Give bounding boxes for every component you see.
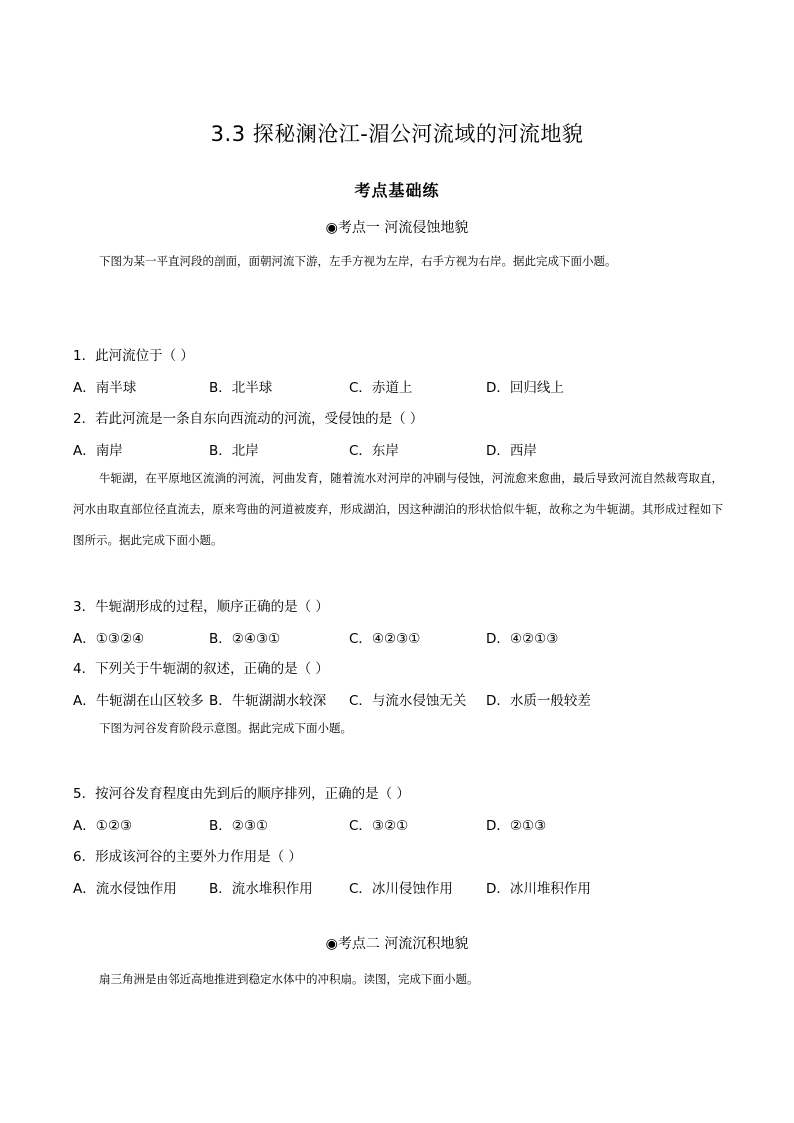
option-b[interactable]: B．牛轭湖湖水较深 bbox=[209, 693, 327, 709]
option-a[interactable]: A．①②③ bbox=[73, 818, 133, 834]
option-c[interactable]: C．④②③① bbox=[349, 631, 421, 647]
question-4-stem: 4．下列关于牛轭湖的叙述，正确的是（ ） bbox=[73, 661, 329, 677]
option-b[interactable]: B．②③① bbox=[209, 818, 269, 834]
option-d[interactable]: D．水质一般较差 bbox=[486, 693, 591, 709]
section-subtitle: 考点基础练 bbox=[354, 181, 440, 200]
question-1-stem: 1．此河流位于（ ） bbox=[73, 348, 194, 364]
document-title: 3.3 探秘澜沧江-湄公河流域的河流地貌 bbox=[210, 122, 584, 146]
option-d[interactable]: D．④②①③ bbox=[486, 631, 559, 647]
option-b[interactable]: B．北岸 bbox=[209, 443, 259, 459]
section-heading-2: ◉考点二 河流沉积地貌 bbox=[325, 936, 469, 952]
option-a[interactable]: A．南半球 bbox=[73, 380, 137, 396]
option-b[interactable]: B．②④③① bbox=[209, 631, 281, 647]
option-a[interactable]: A．流水侵蚀作用 bbox=[73, 881, 177, 897]
option-c[interactable]: C．与流水侵蚀无关 bbox=[349, 693, 467, 709]
option-c[interactable]: C．③②① bbox=[349, 818, 409, 834]
option-a[interactable]: A．牛轭湖在山区较多 bbox=[73, 693, 204, 709]
question-2-stem: 2．若此河流是一条自东向西流动的河流，受侵蚀的是（ ） bbox=[73, 411, 424, 427]
section-heading-1: ◉考点一 河流侵蚀地貌 bbox=[325, 220, 469, 236]
option-a[interactable]: A．南岸 bbox=[73, 443, 123, 459]
option-d[interactable]: D．西岸 bbox=[486, 443, 537, 459]
passage-2: 牛轭湖，在平原地区流淌的河流，河曲发育，随着流水对河岸的冲刷与侵蚀，河流愈来愈曲，最后导致河流自然裁弯取直，河水由取直部位径直流去，原来弯曲的河道被废弃，形成湖泊，因这种湖泊的形状恰似牛轭，故称之为牛轭湖。其形成过程如下图所示。据此完成下面小题。 bbox=[73, 471, 723, 547]
option-c[interactable]: C．东岸 bbox=[349, 443, 399, 459]
option-a[interactable]: A．①③②④ bbox=[73, 631, 145, 647]
question-3-stem: 3．牛轭湖形成的过程，顺序正确的是（ ） bbox=[73, 599, 329, 615]
passage-3: 下图为河谷发育阶段示意图。据此完成下面小题。 bbox=[99, 721, 352, 735]
option-c[interactable]: C．赤道上 bbox=[349, 380, 413, 396]
option-c[interactable]: C．冰川侵蚀作用 bbox=[349, 881, 453, 897]
option-d[interactable]: D．②①③ bbox=[486, 818, 547, 834]
question-5-stem: 5．按河谷发育程度由先到后的顺序排列，正确的是（ ） bbox=[73, 786, 410, 802]
passage-1: 下图为某一平直河段的剖面，面朝河流下游，左手方视为左岸，右手方视为右岸。据此完成下面小题。 bbox=[99, 254, 617, 268]
option-d[interactable]: D．回归线上 bbox=[486, 380, 564, 396]
passage-4: 扇三角洲是由邻近高地推进到稳定水体中的冲积扇。读图，完成下面小题。 bbox=[99, 972, 479, 986]
option-d[interactable]: D．冰川堆积作用 bbox=[486, 881, 591, 897]
option-b[interactable]: B．北半球 bbox=[209, 380, 273, 396]
question-6-stem: 6．形成该河谷的主要外力作用是（ ） bbox=[73, 849, 302, 865]
option-b[interactable]: B．流水堆积作用 bbox=[209, 881, 313, 897]
